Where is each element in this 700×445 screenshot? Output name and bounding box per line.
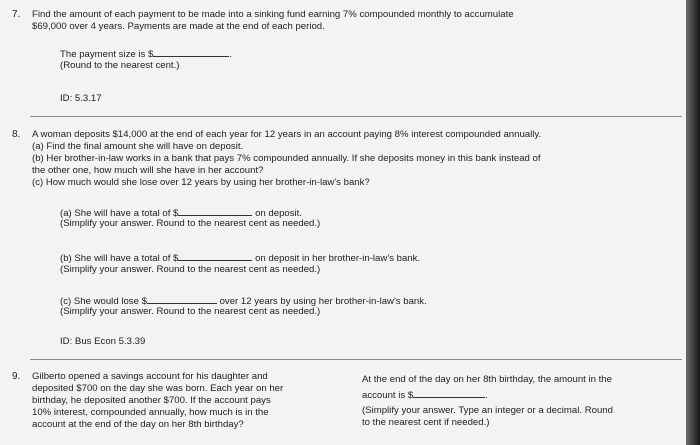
q7-answer-blank[interactable] <box>153 46 229 57</box>
q9-hint-line1: (Simplify your answer. Type an integer or a decimal. Round <box>362 405 613 416</box>
q8-answer-b-hint: (Simplify your answer. Round to the nearest cent as needed.) <box>60 264 321 275</box>
q7-text-line1: Find the amount of each payment to be made into a sinking fund earning 7% compounded monthly to accumulate <box>32 9 514 20</box>
q7-answer-prefix: The payment size is $ <box>60 49 154 60</box>
q9-left-line1: Gilberto opened a savings account for his daughter and <box>32 371 268 382</box>
page-dark-edge <box>686 0 700 445</box>
q8-intro: A woman deposits $14,000 at the end of each year for 12 years in an account paying 8% interest compounded annually. <box>32 129 542 140</box>
q8-answer-a-prefix: (a) She will have a total of $ <box>60 208 179 219</box>
q8-part-b-line1: (b) Her brother-in-law works in a bank that pays 7% compounded annually. If she deposits money in this bank instead of <box>32 153 541 164</box>
q8-number: 8. <box>12 129 21 140</box>
divider-q8-q9 <box>30 359 682 360</box>
q9-left-line4: 10% interest, compounded annually, how much is in the <box>32 407 269 418</box>
q8-answer-b-row <box>60 250 420 265</box>
q9-left-line5: account at the end of the day on her 8th birthday? <box>32 419 244 430</box>
q8-answer-b-prefix: (b) She will have a total of $ <box>60 253 179 264</box>
q8-answer-b-suffix: on deposit in her brother-in-law's bank. <box>255 253 421 264</box>
q9-hint-line2: to the nearest cent if needed.) <box>362 417 490 428</box>
q7-id: ID: 5.3.17 <box>60 93 102 104</box>
q9-answer-prefix: account is $ <box>362 390 414 401</box>
q8-answer-b-blank[interactable] <box>178 250 252 261</box>
q8-answer-a-blank[interactable] <box>178 205 252 216</box>
q8-id: ID: Bus Econ 5.3.39 <box>60 336 146 347</box>
q7-number: 7. <box>12 9 21 20</box>
divider-q7-q8 <box>30 116 682 117</box>
q7-answer-row <box>60 46 232 61</box>
q9-number: 9. <box>12 371 21 382</box>
q8-answer-c-hint: (Simplify your answer. Round to the nearest cent as needed.) <box>60 306 321 317</box>
q9-answer-blank[interactable] <box>413 387 485 398</box>
q9-left-line3: birthday, he deposited another $700. If the account pays <box>32 395 271 406</box>
q7-text-line2: $69,000 over 4 years. Payments are made at the end of each period. <box>32 21 325 32</box>
q8-answer-a-hint: (Simplify your answer. Round to the nearest cent as needed.) <box>60 218 321 229</box>
q8-part-a: (a) Find the final amount she will have on deposit. <box>32 141 244 152</box>
q9-right-line1: At the end of the day on her 8th birthday, the amount in the <box>362 374 612 385</box>
q7-hint: (Round to the nearest cent.) <box>60 60 180 71</box>
q8-answer-c-prefix: (c) She would lose $ <box>60 296 147 307</box>
q8-part-b-line2: the other one, how much will she have in her account? <box>32 165 264 176</box>
q9-answer-row <box>362 387 488 402</box>
q7-answer-suffix: . <box>229 49 232 60</box>
q9-left-line2: deposited $700 on the day she was born. Each year on her <box>32 383 284 394</box>
q8-answer-c-suffix: over 12 years by using her brother-in-law's bank. <box>219 296 427 307</box>
q8-answer-a-suffix: on deposit. <box>255 208 303 219</box>
q8-answer-c-blank[interactable] <box>147 293 217 304</box>
q8-part-c: (c) How much would she lose over 12 years by using her brother-in-law's bank? <box>32 177 370 188</box>
q9-answer-suffix: . <box>485 390 488 401</box>
